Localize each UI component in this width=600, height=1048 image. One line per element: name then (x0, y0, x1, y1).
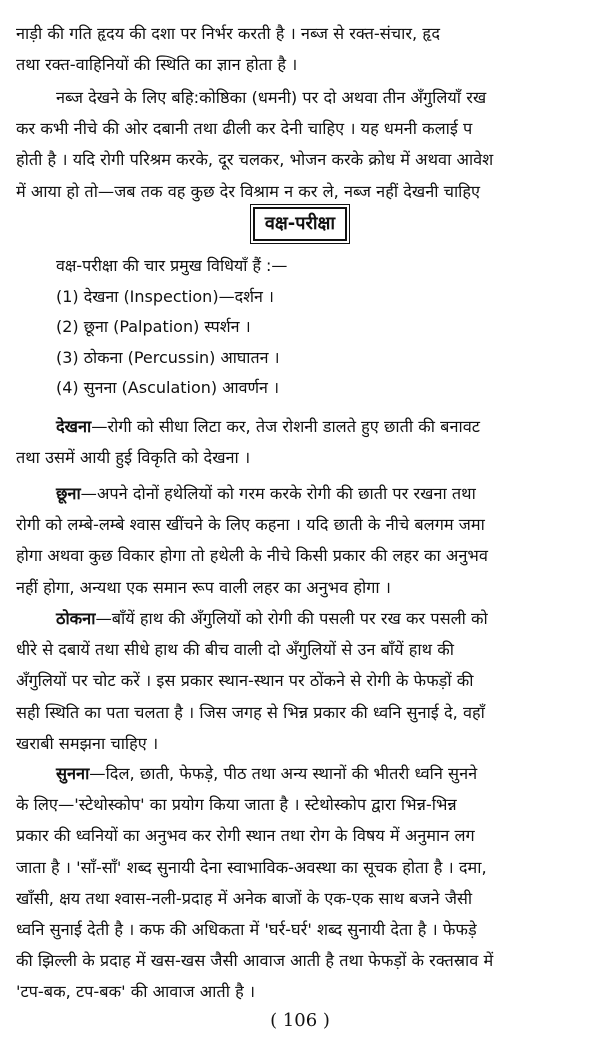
term-inspection: देखना (56, 417, 92, 436)
text-line (16, 478, 592, 509)
text-line: प्रकार की ध्वनियों का अनुभव कर रोगी स्थान तथा रोग के विषय में अनुमान लग (16, 826, 475, 846)
method-item: (1) देखना (Inspection)—दर्शन । (56, 286, 274, 306)
page-number: ( 106 ) (270, 1010, 330, 1031)
text-line: नहीं होगा, अन्यथा एक समान रूप वाली लहर का अनुभव होगा । (16, 577, 391, 597)
text-line: की झिल्ली के प्रदाह में खस-खस जैसी आवाज आती है तथा फेफड़ों के रक्तस्राव में (16, 951, 494, 971)
term-auscultation: सुनना (56, 764, 90, 783)
text-line: के लिए—'स्टेथोस्कोप' का प्रयोग किया जाता है । स्टेथोस्कोप द्वारा भिन्न-भिन्न (16, 795, 457, 815)
pulse-paragraph (0, 82, 600, 207)
percussion-paragraph (0, 603, 600, 759)
text-fragment: —रोगी को सीधा लिटा कर, तेज रोशनी डालते हुए छाती की बनावट (91, 417, 480, 436)
palpation-paragraph (0, 478, 600, 603)
methods-list (0, 251, 600, 404)
text-line: कर कभी नीचे की ओर दबानी तथा ढीली कर देनी चाहिए । यह धमनी कलाई प (16, 119, 473, 139)
section-heading: वक्ष-परीक्षा (253, 207, 347, 241)
method-item: (2) छूना (Palpation) स्पर्शन । (56, 317, 251, 336)
text-line: होगा अथवा कुछ विकार होगा तो हथेली के नीचे किसी प्रकार की लहर का अनुभव (16, 546, 488, 566)
text-line: 'टप-बक, टप-बक' की आवाज आती है । (16, 982, 256, 1002)
text-line: तथा रक्त-वाहिनियों की स्थिति का ज्ञान होता है । (16, 55, 298, 75)
intro-paragraph (0, 18, 600, 80)
text-line: धीरे से दबायें तथा सीधे हाथ की बीच वाली दो अँगुलियों से उन बाँयें हाथ की (16, 640, 454, 660)
text-line: रोगी को लम्बे-लम्बे श्वास खींचने के लिए कहना । यदि छाती के नीचे बलगम जमा (16, 515, 485, 535)
text-line: तथा उसमें आयी हुई विकृति को देखना । (16, 448, 251, 468)
methods-intro: वक्ष-परीक्षा की चार प्रमुख विधियाँ हैं :— (56, 256, 288, 275)
method-item: (4) सुनना (Asculation) आवर्णन । (56, 378, 280, 397)
text-line (16, 411, 592, 442)
text-line: जाता है । 'साँ-साँ' शब्द सुनायी देना स्वाभाविक-अवस्था का सूचक होता है । दमा, (16, 857, 487, 877)
text-line (16, 758, 592, 789)
text-line: अँगुलियों पर चोट करें । इस प्रकार स्थान-स्थान पर ठोंकने से रोगी के फेफड़ों की (16, 671, 474, 691)
text-fragment: —बाँयें हाथ की अँगुलियों को रोगी की पसली पर रख कर पसली को (95, 609, 488, 628)
text-line (16, 603, 592, 634)
term-palpation: छूना (56, 484, 81, 503)
text-fragment: —अपने दोनों हथेलियों को गरम करके रोगी की छाती पर रखना तथा (80, 484, 476, 503)
auscultation-paragraph (0, 758, 600, 1008)
method-item: (3) ठोकना (Percussin) आघातन । (56, 347, 280, 367)
text-line: खराबी समझना चाहिए । (16, 733, 159, 753)
inspection-paragraph (0, 411, 600, 473)
text-line: में आया हो तो—जब तक वह कुछ देर विश्राम न कर ले, नब्ज नहीं देखनी चाहिए (16, 181, 481, 201)
text-line: ध्वनि सुनाई देती है । कफ की अधिकता में 'घर्र-घर्र' शब्द सुनायी देता है । फेफड़े (16, 920, 477, 940)
text-fragment: —दिल, छाती, फेफड़े, पीठ तथा अन्य स्थानों की भीतरी ध्वनि सुनने (89, 764, 478, 783)
text-line: नब्ज देखने के लिए बहि:कोष्ठिका (धमनी) पर दो अथवा तीन अँगुलियाँ रख (56, 88, 487, 107)
text-line: सही स्थिति का पता चलता है । जिस जगह से भिन्न प्रकार की ध्वनि सुनाई दे, वहाँ (16, 702, 485, 722)
text-line: होती है । यदि रोगी परिश्रम करके, दूर चलकर, भोजन करके क्रोध में अथवा आवेश (16, 150, 494, 170)
section-heading-wrap (0, 207, 600, 241)
term-percussion: ठोकना (56, 609, 96, 628)
text-line: खाँसी, क्षय तथा श्वास-नली-प्रदाह में अनेक बाजों के एक-एक साथ बजने जैसी (16, 888, 473, 908)
text-line: नाड़ी की गति हृदय की दशा पर निर्भर करती है । नब्ज से रक्त-संचार, हृद (16, 24, 440, 43)
